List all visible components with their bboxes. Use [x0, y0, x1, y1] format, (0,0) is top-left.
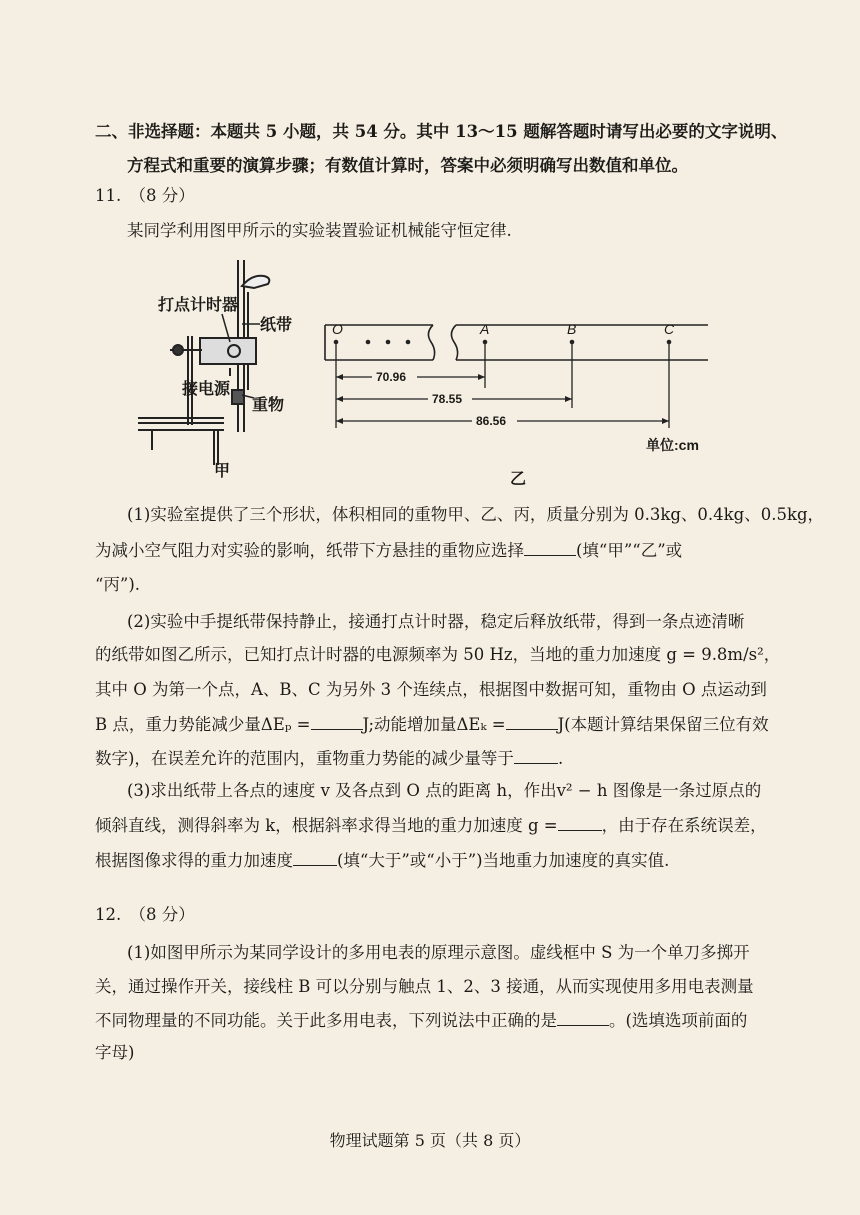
answer-blank-multimeter[interactable] [557, 1010, 609, 1026]
answer-blank-kinetic-energy[interactable] [506, 714, 558, 730]
q11-p3-line2-text-b: ，由于存在系统误差， [601, 816, 767, 835]
q11-p2-line3: 其中 O 为第一个点，A、B、C 为另外 3 个连续点，根据图中数据可知，重物由 O 点运动到 [95, 680, 767, 699]
q11-p2-line4-text-b: J;动能增加量ΔEₖ = [362, 715, 506, 734]
answer-blank-potential-energy[interactable] [311, 714, 363, 730]
q11-p1-line2-text: 为减小空气阻力对实验的影响，纸带下方悬挂的重物应选择 [95, 541, 524, 560]
caption-right: 乙 [510, 471, 527, 488]
answer-blank-gravity[interactable] [558, 815, 602, 831]
q11-p2-line5-text: 数字)，在误差允许的范围内，重物重力势能的减少量等于 [95, 749, 514, 768]
q12-line2: 关，通过操作开关，接线柱 B 可以分别与触点 1、2、3 接通，从而实现使用多用电表测量 [95, 977, 754, 996]
q11-p1-line2-hint: (填“甲”“乙”或 [576, 541, 683, 560]
paper-tape [325, 325, 708, 360]
q11-p1-line3: “丙”). [95, 575, 141, 594]
label-tape: 纸带 [260, 317, 293, 334]
page-footer: 物理试题第 5 页（共 8 页） [329, 1131, 531, 1150]
q11-p3-line3-text-a: 根据图像求得的重力加速度 [95, 851, 293, 870]
label-power: 接电源 [182, 381, 231, 398]
q11-p3-line3-text-b: (填“大于”或“小于”)当地重力加速度的真实值. [337, 851, 670, 870]
q11-p2-line5 [95, 748, 563, 769]
q11-p2-line4-text-a: B 点，重力势能减少量ΔEₚ = [95, 715, 311, 734]
apparatus-diagram [138, 260, 269, 465]
q12-line4: 字母) [95, 1043, 135, 1062]
label-weight: 重物 [252, 397, 285, 414]
point-label-c: C [664, 321, 675, 337]
q11-header: 11. （8 分） [95, 186, 195, 205]
distance-oc: 86.56 [476, 414, 507, 428]
caption-left: 甲 [214, 463, 231, 480]
q11-p2-line5-end: . [557, 749, 564, 768]
q11-p1-line2 [95, 540, 682, 561]
q12-line3-text-a: 不同物理量的不同功能。关于此多用电表，下列说法中正确的是 [95, 1011, 557, 1030]
q11-p2-line4 [95, 714, 769, 735]
point-label-a: A [480, 321, 490, 337]
unit-label: 单位:cm [646, 437, 699, 453]
q11-p2-line4-text-c: J(本题计算结果保留三位有效 [557, 715, 769, 734]
q11-p3-line2-text-a: 倾斜直线，测得斜率为 k，根据斜率求得当地的重力加速度 g = [95, 816, 558, 835]
tape-dots [334, 340, 672, 345]
q12-line3 [95, 1010, 747, 1031]
q11-p3-line3 [95, 850, 669, 871]
q11-p3-line2 [95, 815, 767, 836]
q11-p2-line1: (2)实验中手提纸带保持静止，接通打点计时器，稳定后释放纸带，得到一条点迹清晰 [127, 612, 745, 631]
q12-header: 12. （8 分） [95, 905, 195, 924]
distance-ob: 78.55 [432, 392, 463, 406]
section-heading-line1: 二、非选择题：本题共 5 小题，共 54 分。其中 13～15 题解答题时请写出必要的文字说明、 [95, 122, 788, 141]
experiment-figure [130, 250, 730, 490]
point-label-o: O [332, 321, 343, 337]
q11-p2-line2: 的纸带如图乙所示，已知打点计时器的电源频率为 50 Hz，当地的重力加速度 g = 9.8m/s²， [95, 645, 781, 664]
section-heading-line2: 方程式和重要的演算步骤；有数值计算时，答案中必须明确写出数值和单位。 [127, 156, 688, 175]
label-timer: 打点计时器 [158, 297, 239, 314]
answer-blank-equal[interactable] [514, 748, 558, 764]
q12-line3-text-b: 。(选填选项前面的 [609, 1011, 748, 1030]
q11-intro: 某同学利用图甲所示的实验装置验证机械能守恒定律. [127, 221, 512, 240]
q11-p1-line1: (1)实验室提供了三个形状，体积相同的重物甲、乙、丙，质量分别为 0.3kg、0.4kg、0.5kg， [127, 505, 825, 524]
distance-oa: 70.96 [376, 370, 407, 384]
point-label-b: B [567, 321, 577, 337]
answer-blank-compare[interactable] [293, 850, 337, 866]
q11-p3-line1: (3)求出纸带上各点的速度 v 及各点到 O 点的距离 h，作出v² − h 图像是一条过原点的 [127, 781, 762, 800]
answer-blank-weight[interactable] [524, 540, 576, 556]
q12-line1: (1)如图甲所示为某同学设计的多用电表的原理示意图。虚线框中 S 为一个单刀多掷开 [127, 943, 750, 962]
